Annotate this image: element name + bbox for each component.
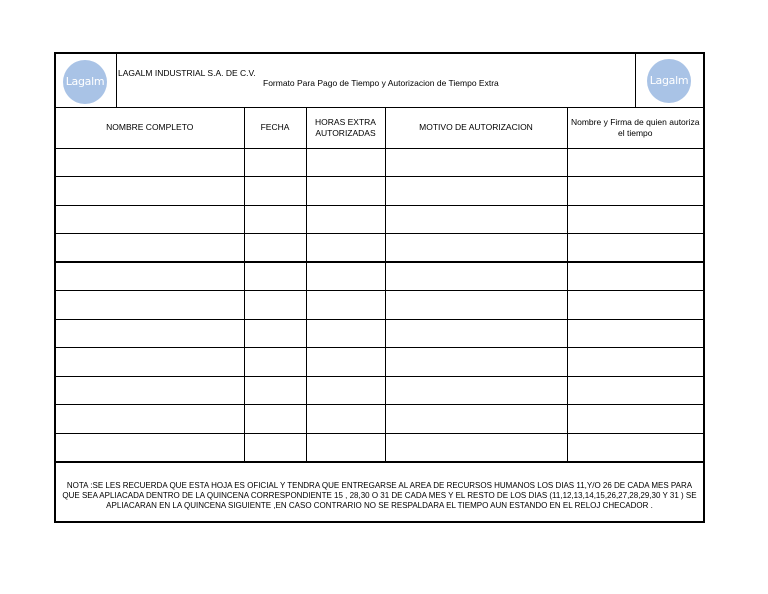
table-cell[interactable] [244,177,306,206]
table-cell[interactable] [244,433,306,462]
table-row [56,348,703,377]
table-cell[interactable] [567,348,703,377]
table-row [56,177,703,206]
overtime-form [54,52,705,523]
table-row [56,405,703,434]
table-row [56,262,703,291]
footer-note: NOTA :SE LES RECUERDA QUE ESTA HOJA ES OFICIAL Y TENDRA QUE ENTREGARSE AL AREA DE RECURSOS HUMANOS LOS DIAS 11,Y/O 26 DE CADA MES PARA QUE SEA APLIACADA DENTRO DE LA QUINCENA CORRESPONDIENTE 15 , 28,30 O 31 DE CADA MES Y EL RESTO DE LOS DIAS (11,12,13,14,15,26,27,28,29,30 Y 31 ) SE APLIACARAN EN LA QUINCENA SIGUIENTE ,EN CASO CONTRARIO NO SE RESPALDARA EL TIEMPO AUN ESTANDO EN EL RELOJ CHECADOR . [62,481,697,510]
table-cell[interactable] [567,262,703,291]
table-cell[interactable] [385,148,567,177]
table-cell[interactable] [244,348,306,377]
table-cell[interactable] [567,376,703,405]
table-cell[interactable] [56,319,244,348]
table-cell[interactable] [385,177,567,206]
table-cell[interactable] [56,234,244,263]
col-header-fecha: FECHA [244,108,306,148]
table-cell[interactable] [567,177,703,206]
table-cell[interactable] [385,348,567,377]
table-cell[interactable] [385,262,567,291]
form-title: Formato Para Pago de Tiempo y Autorizacion de Tiempo Extra [263,78,499,88]
company-logo-right: Lagalm [647,59,691,103]
logo-cell-left [56,54,117,107]
table-cell[interactable] [306,262,385,291]
table-cell[interactable] [385,433,567,462]
table-cell[interactable] [306,148,385,177]
table-cell[interactable] [306,205,385,234]
table-row [56,319,703,348]
table-cell[interactable] [567,319,703,348]
table-cell[interactable] [306,405,385,434]
table-cell[interactable] [244,405,306,434]
table-cell[interactable] [306,433,385,462]
table-body [56,148,703,462]
table-cell[interactable] [244,262,306,291]
table-cell[interactable] [56,348,244,377]
table-cell[interactable] [385,291,567,320]
table-cell[interactable] [306,319,385,348]
table-cell[interactable] [567,405,703,434]
col-header-motivo: MOTIVO DE AUTORIZACION [385,108,567,148]
table-header-row [56,108,703,148]
table-cell[interactable] [306,234,385,263]
form-header [56,54,703,108]
table-cell[interactable] [567,291,703,320]
table-cell[interactable] [306,376,385,405]
table-cell[interactable] [567,148,703,177]
table-cell[interactable] [567,433,703,462]
table-cell[interactable] [306,291,385,320]
table-cell[interactable] [567,205,703,234]
overtime-table [56,108,703,463]
table-row [56,376,703,405]
table-cell[interactable] [56,433,244,462]
table-cell[interactable] [244,148,306,177]
table-cell[interactable] [385,205,567,234]
table-cell[interactable] [56,262,244,291]
table-cell[interactable] [385,405,567,434]
table-row [56,291,703,320]
table-cell[interactable] [306,348,385,377]
table-cell[interactable] [244,291,306,320]
table-cell[interactable] [56,291,244,320]
col-header-firma: Nombre y Firma de quien autoriza el tiempo [567,108,703,148]
table-cell[interactable] [56,376,244,405]
table-cell[interactable] [56,148,244,177]
col-header-nombre: NOMBRE COMPLETO [56,108,244,148]
table-row [56,234,703,263]
col-header-horas: HORAS EXTRA AUTORIZADAS [306,108,385,148]
table-cell[interactable] [56,205,244,234]
table-cell[interactable] [244,234,306,263]
table-cell[interactable] [244,205,306,234]
table-row [56,433,703,462]
table-cell[interactable] [56,405,244,434]
table-cell[interactable] [385,376,567,405]
table-cell[interactable] [306,177,385,206]
table-cell[interactable] [244,376,306,405]
company-name: LAGALM INDUSTRIAL S.A. DE C.V. [118,68,256,78]
table-cell[interactable] [385,319,567,348]
table-cell[interactable] [567,234,703,263]
table-row [56,148,703,177]
table-cell[interactable] [56,177,244,206]
table-cell[interactable] [244,319,306,348]
company-logo-left: Lagalm [63,60,107,104]
table-cell[interactable] [385,234,567,263]
table-row [56,205,703,234]
logo-cell-right [635,54,703,107]
